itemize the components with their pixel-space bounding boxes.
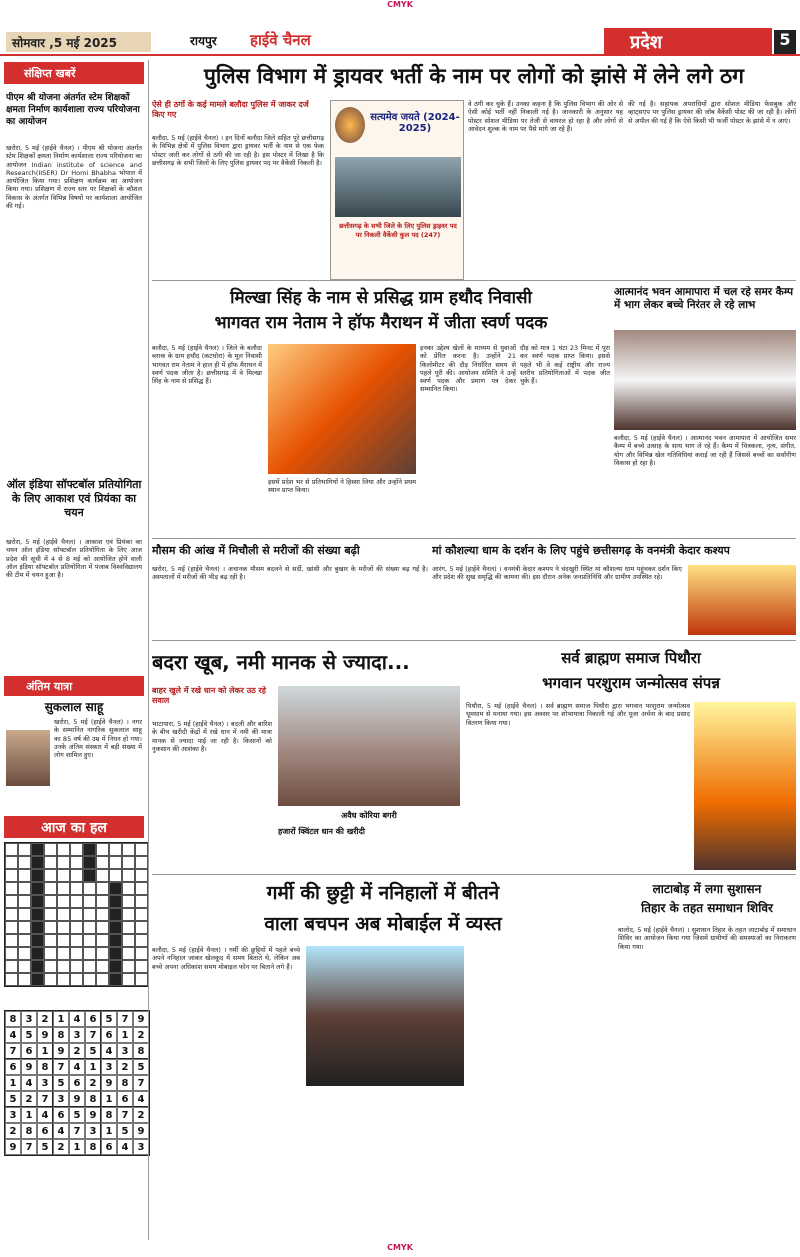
sudoku-cell: 6 [101, 1027, 117, 1043]
humid-body [152, 720, 272, 870]
kaushalya-headline: मां कौशल्या धाम के दर्शन के लिए पहुंचे छत्तीसगढ़ के वनमंत्री केदार कश्यप [432, 544, 730, 557]
sudoku-cell: 4 [21, 1075, 37, 1091]
crossword-cell [83, 895, 96, 908]
crossword-cell [135, 882, 148, 895]
sudoku-cell: 5 [21, 1027, 37, 1043]
sudoku-cell: 6 [101, 1139, 117, 1155]
kaushalya-body: आरंग, 5 मई (हाईवे चैनल) । वनमंत्री केदार कश्यप ने चंदखुरी स्थित मां कौशल्या धाम पहुंचकर दर्शन किए और प्रदेश की सुख समृद्धि की कामना की। इस दौरान अनेक जनप्रतिनिधि और ग्रामीण उपस्थित रहे। [432, 565, 682, 582]
crossword-cell [122, 973, 135, 986]
crossword-cell [70, 947, 83, 960]
crossword-cell [83, 947, 96, 960]
crossword-cell [109, 895, 122, 908]
crossword-cell [18, 869, 31, 882]
sudoku-cell: 9 [69, 1091, 85, 1107]
ladbahu-headline [618, 880, 796, 920]
crossword-cell [57, 856, 70, 869]
sudoku-cell: 9 [53, 1043, 69, 1059]
crossword-cell [122, 960, 135, 973]
crossword-cell [122, 843, 135, 856]
crossword-cell [5, 934, 18, 947]
sudoku-cell: 6 [117, 1091, 133, 1107]
sudoku-grid [4, 1010, 150, 1156]
crossword-cell [31, 934, 44, 947]
sudoku-cell: 8 [85, 1091, 101, 1107]
divider-1 [152, 280, 796, 281]
notice-photo [335, 157, 461, 217]
crossword-cell [44, 895, 57, 908]
ladbahu-body: बालोद, 5 मई (हाईवे चैनल) । सुशासन तिहार के तहत लाटाबोड़ में समाधान शिविर का आयोजन किया गया जिसमें ग्रामीणों की समस्याओं का निराकरण किया गया। [618, 926, 796, 951]
sudoku-cell: 3 [21, 1011, 37, 1027]
crossword-cell [109, 947, 122, 960]
athlete-headline-1: मिल्खा सिंह के नाम से प्रसिद्ध ग्राम हथौद निवासी [230, 288, 532, 308]
crossword-cell [109, 843, 122, 856]
crossword-cell [18, 960, 31, 973]
parshuram-body: पिथौरा, 5 मई (हाईवे चैनल) । सर्व ब्राह्मण समाज पिथौरा द्वारा भगवान परशुराम जन्मोत्सव धूमधाम से मनाया गया। इस अवसर पर शोभायात्रा निकाली गई और पूजा अर्चना के बाद प्रसाद वितरण किया गया। [466, 702, 690, 727]
crossword-cell [83, 843, 96, 856]
crossword-cell [135, 947, 148, 960]
crossword-cell [57, 947, 70, 960]
crossword-cell [31, 947, 44, 960]
crossword-cell [57, 869, 70, 882]
ladbahu-headline-2: तिहार के तहत समाधान शिविर [641, 901, 773, 915]
sudoku-cell: 6 [85, 1011, 101, 1027]
crossword-cell [70, 934, 83, 947]
crossword-cell [70, 973, 83, 986]
crossword-cell [122, 908, 135, 921]
sudoku-cell: 5 [53, 1075, 69, 1091]
sudoku-cell: 1 [5, 1075, 21, 1091]
ladbahu-headline-1: लाटाबोड़ में लगा सुशासन [652, 882, 762, 896]
section-label: प्रदेश [604, 28, 772, 56]
sudoku-cell: 2 [85, 1075, 101, 1091]
crossword-cell [44, 947, 57, 960]
brief2-body: खरोरा, 5 मई (हाईवे चैनल) । आकाश एवं प्रियंका का चयन ऑल इंडिया सॉफ्टबॉल प्रतियोगिता के लिए आज प्रदेश की सूची में 4 से 8 मई को आयोजित होने वाली ऑल इंडिया सॉफ्टबॉल प्रतियोगिता में पंजाब विश्वविद्यालय की टीम में चयन हुआ है। [6, 538, 142, 580]
cmyk-top: CMYK [387, 0, 413, 9]
crossword-cell [44, 843, 57, 856]
crossword-cell [31, 843, 44, 856]
crossword-cell [31, 882, 44, 895]
crossword-cell [44, 921, 57, 934]
crossword-cell [109, 869, 122, 882]
crossword-cell [44, 869, 57, 882]
header-brand: हाईवे चैनल [250, 31, 311, 49]
sudoku-cell: 9 [133, 1123, 149, 1139]
obit-photo [6, 730, 50, 786]
crossword-cell [70, 960, 83, 973]
humid-kicker: हजारों क्विंटल धान की खरीदी [278, 827, 365, 836]
sudoku-cell: 5 [117, 1123, 133, 1139]
athlete-caption: इसमें प्रदेश भर से प्रतिभागियों ने हिस्सा लिया और उन्होंने प्रथम स्थान प्राप्त किया। [268, 478, 416, 495]
crossword-cell [31, 856, 44, 869]
sudoku-cell: 4 [69, 1011, 85, 1027]
crossword-cell [18, 856, 31, 869]
sudoku-cell: 6 [69, 1075, 85, 1091]
brief1-body: खरोरा, 5 मई (हाईवे चैनल) । पीएम श्री योजना अंतर्गत स्टेम शिक्षकों क्षमता निर्माण कार्यशाला राज्य परियोजना का आयोजन Indian institute of science and Research(IISER) Dr Homi Bhabha भोपाल में आयोजित किया गया। प्रशिक्षण कार्यक्रम का आयोजन किया गया। प्रशिक्षण में राज्य स्तर पर शिक्षकों के कौशल विकास के अंतर्गत विभिन्न विषयों पर कार्यशाला आयोजित की गई। [6, 144, 142, 211]
sudoku-cell: 1 [101, 1123, 117, 1139]
crossword-cell [135, 921, 148, 934]
crossword-cell [83, 921, 96, 934]
sudoku-cell: 2 [53, 1139, 69, 1155]
sudoku-cell: 9 [37, 1027, 53, 1043]
crossword-cell [96, 843, 109, 856]
sudoku-cell: 9 [21, 1059, 37, 1075]
sudoku-cell: 8 [133, 1043, 149, 1059]
crossword-cell [83, 973, 96, 986]
main-body-3: की गई है। सहायक अपराधियों द्वारा सोशल मीडिया फेसबुक और व्हाट्सएप पर पुलिस ड्रायवर की जॉब वैकेंसी पोस्ट की जा रही है। लोगों से अपील की गई है कि ऐसे किसी भी फर्जी पोस्टर के झांसे में न आएं। [628, 100, 796, 125]
crossword-cell [44, 973, 57, 986]
sudoku-cell: 5 [133, 1059, 149, 1075]
sudoku-cell: 4 [133, 1091, 149, 1107]
crossword-cell [122, 947, 135, 960]
parshuram-headline-1: सर्व ब्राह्मण समाज पिथौरा [561, 649, 701, 667]
crossword-cell [83, 908, 96, 921]
humid-caption: अवैध कोरिया बगरी [341, 811, 397, 820]
divider-4 [152, 874, 796, 875]
sudoku-cell: 1 [117, 1027, 133, 1043]
sudoku-cell: 8 [5, 1011, 21, 1027]
crossword-cell [18, 947, 31, 960]
sudoku-cell: 4 [37, 1107, 53, 1123]
sudoku-cell: 9 [133, 1011, 149, 1027]
crossword-cell [5, 856, 18, 869]
sudoku-cell: 7 [117, 1011, 133, 1027]
crossword-cell [5, 921, 18, 934]
sudoku-cell: 6 [53, 1107, 69, 1123]
summer-headline-1: गर्मी की छुट्टी में ननिहालों में बीतने [266, 882, 500, 904]
crossword-cell [18, 908, 31, 921]
crossword-cell [70, 921, 83, 934]
crossword-cell [5, 908, 18, 921]
crossword-cell [31, 869, 44, 882]
crossword-cell [96, 960, 109, 973]
summer-headline [152, 878, 614, 942]
crossword-cell [135, 973, 148, 986]
crossword-cell [57, 908, 70, 921]
kaushalya-photo [688, 565, 796, 635]
sudoku-cell: 8 [85, 1139, 101, 1155]
athlete-headline [152, 286, 610, 338]
crossword-cell [18, 895, 31, 908]
sudoku-cell: 1 [85, 1059, 101, 1075]
crossword-cell [44, 960, 57, 973]
sudoku-cell: 7 [5, 1043, 21, 1059]
sudoku-cell: 7 [53, 1059, 69, 1075]
crossword-cell [135, 869, 148, 882]
crossword-cell [18, 921, 31, 934]
sudoku-cell: 9 [101, 1075, 117, 1091]
crossword-cell [70, 895, 83, 908]
crossword-cell [83, 960, 96, 973]
crossword-cell [5, 843, 18, 856]
crossword-cell [122, 895, 135, 908]
crossword-cell [96, 895, 109, 908]
crossword-cell [96, 856, 109, 869]
crossword-cell [122, 921, 135, 934]
sudoku-cell: 6 [5, 1059, 21, 1075]
page-number: 5 [774, 30, 796, 54]
obit-name: सुकलाल साहू [44, 700, 104, 714]
sudoku-cell: 6 [21, 1043, 37, 1059]
parshuram-headline-2: भगवान परशुराम जन्मोत्सव संपन्न [542, 674, 720, 692]
sudoku-cell: 1 [69, 1139, 85, 1155]
crossword-cell [18, 882, 31, 895]
crossword-cell [44, 882, 57, 895]
crossword-cell [57, 921, 70, 934]
crossword-cell [57, 882, 70, 895]
sudoku-cell: 2 [21, 1091, 37, 1107]
sudoku-cell: 5 [85, 1043, 101, 1059]
sudoku-cell: 5 [101, 1011, 117, 1027]
sudoku-cell: 3 [53, 1091, 69, 1107]
sudoku-cell: 1 [101, 1091, 117, 1107]
crossword-cell [109, 882, 122, 895]
crossword-cell [5, 895, 18, 908]
sudoku-cell: 2 [69, 1043, 85, 1059]
sudoku-cell: 2 [133, 1027, 149, 1043]
sudoku-cell: 7 [69, 1123, 85, 1139]
puzzle-tag: आज का हल [4, 816, 144, 838]
sudoku-cell: 7 [85, 1027, 101, 1043]
sudoku-cell: 2 [5, 1123, 21, 1139]
main-subhead: ऐसे ही ठगों के कई मामले बलौदा पुलिस में जाकर दर्ज किए गए [152, 100, 309, 119]
crossword-cell [135, 843, 148, 856]
brief-tag: संक्षिप्त खबरें [4, 62, 144, 84]
crossword-cell [109, 856, 122, 869]
crossword-cell [83, 856, 96, 869]
sudoku-cell: 4 [5, 1027, 21, 1043]
crossword-cell [96, 973, 109, 986]
sudoku-cell: 7 [117, 1107, 133, 1123]
sudoku-cell: 3 [5, 1107, 21, 1123]
athlete-body-3: दौड़ को मात्र 1 घंटा 23 मिनट में पूरा कर स्वर्ण पदक प्राप्त किया। इससे पहले भी वे कई राष्ट्रीय और राज्य स्तरीय प्रतियोगिताओं में पदक जीत चुके हैं। [520, 344, 610, 386]
crossword-cell [135, 856, 148, 869]
sudoku-cell: 2 [133, 1107, 149, 1123]
camp-headline: आत्मानंद भवन आमापारा में चल रहे समर कैम्प में भाग लेकर बच्चे निरंतर ले रहे लाभ [614, 286, 794, 311]
sudoku-cell: 8 [101, 1107, 117, 1123]
main-headline: पुलिस विभाग में ड्रायवर भर्ती के नाम पर लोगों को झांसे में लेने लगे ठग [204, 64, 744, 88]
summer-headline-2: वाला बचपन अब मोबाईल में व्यस्त [264, 913, 502, 935]
crossword-cell [109, 921, 122, 934]
sudoku-cell: 8 [37, 1059, 53, 1075]
cmyk-bottom: CMYK [387, 1243, 413, 1252]
crossword-cell [96, 921, 109, 934]
crossword-cell [135, 960, 148, 973]
crossword-cell [135, 934, 148, 947]
crossword-cell [135, 908, 148, 921]
crossword-cell [70, 908, 83, 921]
athlete-body-1: बलौदा, 5 मई (हाईवे चैनल) । जिले के बलौदा ब्लाक के ग्राम हथौद (कटघोरा) के मूल निवासी भागवत राम नेताम ने हाल ही में हॉफ मैराथन में स्वर्ण पदक जीता है। छत्तीसगढ़ में वे मिल्खा सिंह के नाम से प्रसिद्ध हैं। [152, 344, 262, 386]
crossword-cell [135, 895, 148, 908]
crossword-cell [96, 882, 109, 895]
sudoku-cell: 5 [5, 1091, 21, 1107]
sudoku-cell: 5 [69, 1107, 85, 1123]
crossword-cell [57, 895, 70, 908]
crossword-cell [109, 934, 122, 947]
crossword-cell [96, 908, 109, 921]
parshuram-headline [466, 646, 796, 698]
camp-photo [614, 330, 796, 430]
crossword-cell [31, 921, 44, 934]
summer-photo [306, 946, 464, 1086]
humid-body-text: भाटापारा, 5 मई (हाईवे चैनल) । बदली और बारिश के बीच खरीदी केंद्रों में रखे धान में नमी की मात्रा मानक से ज्यादा पाई जा रही है। किसानों को नुकसान की आशंका है। [152, 720, 272, 753]
divider-2 [152, 538, 796, 539]
brief2-title: ऑल इंडिया सॉफ्टबॉल प्रतियोगिता के लिए आकाश एवं प्रियंका का चयन [6, 478, 142, 519]
crossword-cell [109, 908, 122, 921]
crossword-cell [44, 908, 57, 921]
notice-title: सत्यमेव जयते (2024-2025) [370, 112, 460, 134]
humid-sub: बाहर खुले में रखे धान को लेकर उठ रहे सवाल [152, 686, 267, 705]
sudoku-cell: 1 [53, 1011, 69, 1027]
sudoku-cell: 4 [53, 1123, 69, 1139]
crossword-cell [31, 960, 44, 973]
crossword-cell [57, 960, 70, 973]
camp-body: बलौदा, 5 मई (हाईवे चैनल) । आत्मानंद भवन आमापारा में आयोजित समर कैम्प में बच्चे उत्साह के साथ भाग ले रहे हैं। कैम्प में चित्रकला, नृत्य, संगीत, योग और विभिन्न खेल गतिविधियां कराई जा रही हैं जिससे बच्चों का सर्वांगीण विकास हो रहा है। [614, 434, 796, 467]
sudoku-cell: 8 [53, 1027, 69, 1043]
crossword-cell [109, 973, 122, 986]
crossword-cell [57, 973, 70, 986]
sudoku-cell: 1 [37, 1043, 53, 1059]
crossword-cell [31, 895, 44, 908]
crossword-cell [122, 856, 135, 869]
crossword-cell [31, 908, 44, 921]
crossword-cell [83, 934, 96, 947]
header-city: रायपुर [190, 34, 217, 48]
obit-body: खरोरा, 5 मई (हाईवे चैनल) । नगर के सम्मानित नागरिक सुकलाल साहू का 85 वर्ष की उम्र में निधन हो गया। उनके अंतिम संस्कार में बड़ी संख्या में लोग शामिल हुए। [54, 718, 142, 760]
sudoku-cell: 8 [21, 1123, 37, 1139]
crossword-cell [44, 934, 57, 947]
sudoku-cell: 3 [37, 1075, 53, 1091]
sudoku-cell: 6 [37, 1123, 53, 1139]
crossword-cell [5, 882, 18, 895]
brief1-title: पीएम श्री योजना अंतर्गत स्टेम शिक्षकों क्षमता निर्माण कार्यशाला राज्य परियोजना का आयोजन [6, 93, 140, 127]
crossword-cell [83, 882, 96, 895]
crossword-cell [5, 960, 18, 973]
divider-3 [152, 640, 796, 641]
crossword-cell [122, 934, 135, 947]
main-body-1: बलौदा, 5 मई (हाईवे चैनल) । इन दिनों बलौदा जिले सहित पूरे छत्तीसगढ़ के विभिन्न क्षेत्रों में पुलिस विभाग द्वारा ड्रायवर भर्ती के नाम से एक फेक पोस्टर जारी कर लोगों से ठगी की जा रही है। इस पोस्टर में लिखा है कि छत्तीसगढ़ के सभी जिलों के लिए पुलिस ड्रायवर पद पर वैकेंसी निकली है। [152, 134, 324, 167]
crossword-cell [70, 882, 83, 895]
crossword-cell [18, 973, 31, 986]
crossword-cell [96, 934, 109, 947]
crossword-cell [96, 947, 109, 960]
crossword-cell [70, 856, 83, 869]
athlete-headline-2: भागवत राम नेताम ने हॉफ मैराथन में जीता स्वर्ण पदक [214, 313, 548, 333]
crossword-cell [5, 869, 18, 882]
sudoku-cell: 9 [5, 1139, 21, 1155]
sudoku-cell: 3 [101, 1059, 117, 1075]
notice-line: छत्तीसगढ़ के सभी जिले के लिए पुलिस ड्राइवर पद पर निकली वैकेंसी कुल पद (247) [339, 222, 457, 239]
crossword-cell [57, 843, 70, 856]
crossword-cell [57, 934, 70, 947]
fake-notice [330, 100, 464, 280]
crossword-cell [109, 960, 122, 973]
crossword-cell [122, 869, 135, 882]
crossword-cell [18, 934, 31, 947]
athlete-body-2: इनका उद्देश्य खेलों के माध्यम से युवाओं को प्रेरित करना है। उन्होंने 21 किलोमीटर की दौड़ निर्धारित समय से पहले पूरी की। आयोजन समिति ने उन्हें स्वर्ण पदक और प्रमाण पत्र देकर सम्मानित किया। [420, 344, 516, 394]
crossword-cell [44, 856, 57, 869]
left-divider [148, 60, 149, 1240]
crossword-cell [31, 973, 44, 986]
page-header [0, 28, 800, 56]
sudoku-cell: 2 [37, 1011, 53, 1027]
crossword-cell [70, 869, 83, 882]
sudoku-cell: 4 [117, 1139, 133, 1155]
sudoku-cell: 3 [133, 1139, 149, 1155]
humid-headline: बदरा खूब, नमी मानक से ज्यादा... [152, 650, 410, 674]
main-body-2: वे ठगी कर चुके हैं। उनका कहना है कि पुलिस विभाग की ओर से ऐसी कोई भर्ती नहीं निकाली गई है। जानकारी के अनुसार यह पोस्टर सोशल मीडिया पर तेजी से वायरल हो रहा है और लोगों से आवेदन शुल्क के नाम पर पैसे मांगे जा रहे हैं। [468, 100, 623, 133]
obit-tag: अंतिम यात्रा [4, 676, 144, 696]
summer-body: बलौदा, 5 मई (हाईवे चैनल) । गर्मी की छुट्टियों में पहले बच्चे अपने ननिहाल जाकर खेलकूद में समय बिताते थे, लेकिन अब बच्चे अपना अधिकांश समय मोबाइल फोन पर बिताने लगे हैं। [152, 946, 300, 971]
sudoku-cell: 9 [85, 1107, 101, 1123]
sudoku-cell: 5 [37, 1139, 53, 1155]
police-emblem-icon [335, 107, 365, 143]
sudoku-cell: 1 [21, 1107, 37, 1123]
crossword-cell [96, 869, 109, 882]
crossword-grid [4, 842, 149, 987]
crossword-cell [5, 947, 18, 960]
crossword-cell [18, 843, 31, 856]
sudoku-cell: 3 [117, 1043, 133, 1059]
parshuram-photo [694, 702, 796, 870]
humid-photo [278, 686, 460, 806]
sudoku-cell: 8 [117, 1075, 133, 1091]
weather-headline: मौसम की आंख में मिचौली से मरीजों की संख्या बढ़ी [152, 544, 360, 557]
sudoku-cell: 7 [37, 1091, 53, 1107]
sudoku-cell: 4 [101, 1043, 117, 1059]
sudoku-cell: 7 [133, 1075, 149, 1091]
weather-body: खरोरा, 5 मई (हाईवे चैनल) । अचानक मौसम बदलने से सर्दी, खांसी और बुखार के मरीजों की संख्या बढ़ गई है। अस्पतालों में मरीजों की भीड़ बढ़ रही है। [152, 565, 428, 582]
sudoku-cell: 4 [69, 1059, 85, 1075]
crossword-cell [83, 869, 96, 882]
sudoku-cell: 3 [85, 1123, 101, 1139]
crossword-cell [70, 843, 83, 856]
crossword-cell [5, 973, 18, 986]
sudoku-cell: 3 [69, 1027, 85, 1043]
sudoku-cell: 7 [21, 1139, 37, 1155]
header-date: सोमवार ,5 मई 2025 [6, 32, 151, 52]
sudoku-cell: 2 [117, 1059, 133, 1075]
athlete-photo [268, 344, 416, 474]
crossword-cell [122, 882, 135, 895]
